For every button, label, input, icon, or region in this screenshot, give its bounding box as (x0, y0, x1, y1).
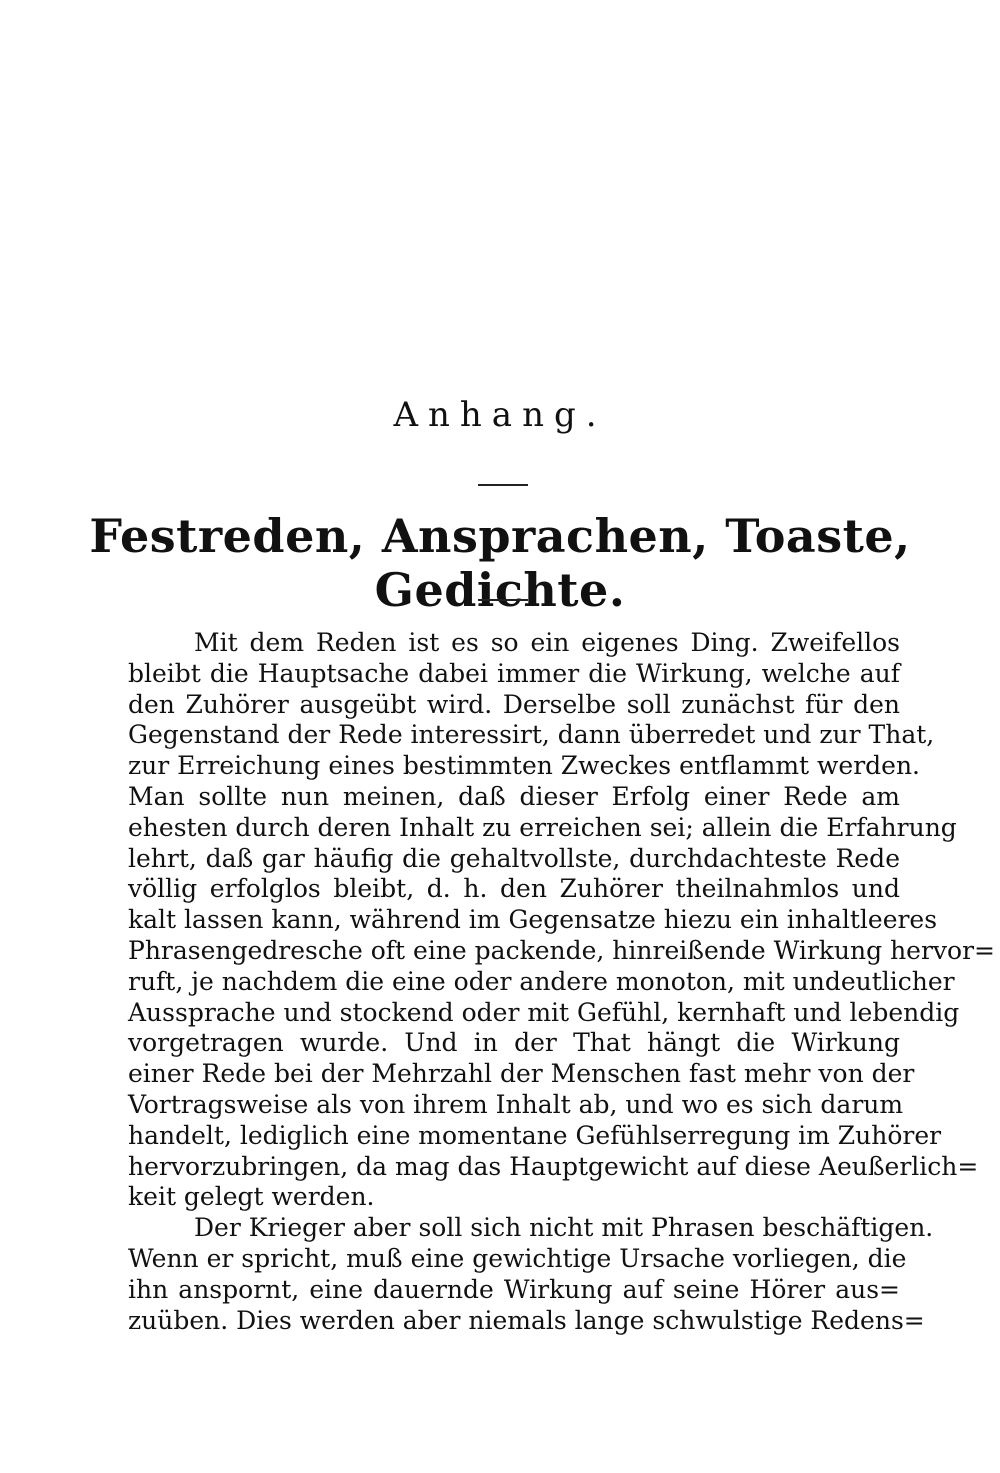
text-line: Phrasengedresche oft eine packende, hinreißende Wirkung hervor= (128, 935, 996, 965)
divider-rule-top (478, 484, 528, 486)
text-line: lehrt, daß gar häufig die gehaltvollste, durchdachteste Rede (128, 843, 900, 873)
text-line: ehesten durch deren Inhalt zu erreichen sei; allein die Erfahrung (128, 812, 957, 842)
text-line: Vortragsweise als von ihrem Inhalt ab, und wo es sich darum (128, 1089, 904, 1119)
text-line: ihn anspornt, eine dauernde Wirkung auf seine Hörer aus= (128, 1274, 900, 1304)
text-line: keit gelegt werden. (128, 1182, 375, 1212)
section-heading: Anhang. (393, 395, 607, 435)
text-line: Wenn er spricht, muß eine gewichtige Ursache vorliegen, die (128, 1243, 907, 1273)
text-line: Gegenstand der Rede interessirt, dann überredet und zur That, (128, 720, 935, 750)
text-line: kalt lassen kann, während im Gegensatze hiezu ein inhaltleeres (128, 905, 938, 935)
text-line: bleibt die Hauptsache dabei immer die Wirkung, welche auf (128, 658, 900, 688)
page-title: Festreden, Ansprachen, Toaste, Gedichte. (89, 509, 911, 617)
text-line: zur Erreichung eines bestimmten Zweckes entflammt werden. (128, 751, 921, 781)
text-line: einer Rede bei der Mehrzahl der Menschen fast mehr von der (128, 1059, 915, 1089)
body-text (128, 628, 996, 1336)
text-line: hervorzubringen, da mag das Hauptgewicht auf diese Aeußerlich= (128, 1151, 979, 1181)
text-line: Aussprache und stockend oder mit Gefühl, kernhaft und lebendig (128, 997, 960, 1027)
text-line: Man sollte nun meinen, daß dieser Erfolg einer Rede am (128, 781, 900, 811)
text-line: vorgetragen wurde. Und in der That hängt die Wirkung (128, 1028, 900, 1058)
divider-rule-bottom (478, 599, 528, 601)
text-line: den Zuhörer ausgeübt wird. Derselbe soll zunächst für den (128, 689, 900, 719)
text-line: Mit dem Reden ist es so ein eigenes Ding. Zweifellos (194, 628, 900, 657)
text-line: Der Krieger aber soll sich nicht mit Phrasen beschäftigen. (194, 1213, 934, 1243)
text-line: zuüben. Dies werden aber niemals lange schwulstige Redens= (128, 1305, 925, 1335)
text-line: handelt, lediglich eine momentane Gefühlserregung im Zuhörer (128, 1120, 942, 1150)
text-line: ruft, je nachdem die eine oder andere monoton, mit undeutlicher (128, 966, 955, 996)
text-line: völlig erfolglos bleibt, d. h. den Zuhörer theilnahmlos und (128, 874, 900, 904)
